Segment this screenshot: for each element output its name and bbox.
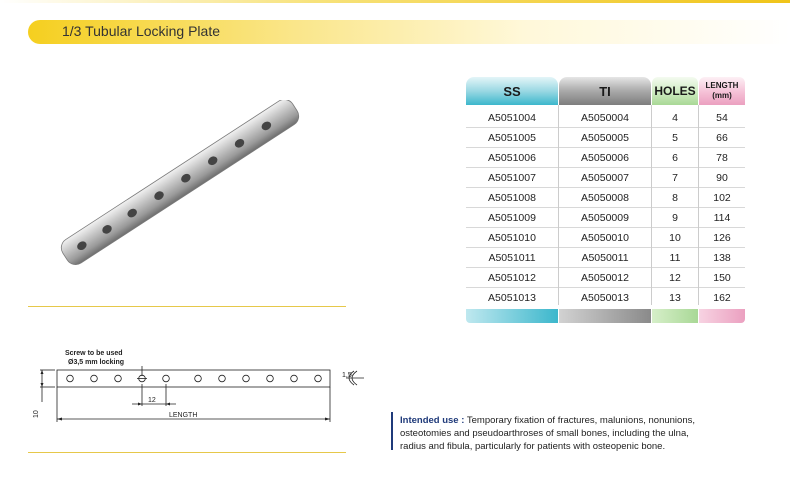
title-bar [28, 20, 790, 44]
length-label: LENGTH [169, 412, 198, 419]
cell-holes: 12 [669, 272, 681, 284]
cell-ti: A5050005 [581, 132, 629, 144]
cell-holes: 10 [669, 232, 681, 244]
hole [67, 375, 74, 382]
hole [243, 375, 250, 382]
cell-ss: A5051006 [488, 152, 536, 164]
cell-holes: 9 [672, 212, 678, 224]
cell-ti: A5050009 [581, 212, 629, 224]
cell-holes: 4 [672, 112, 678, 124]
hole [195, 375, 202, 382]
cell-length: 138 [713, 252, 731, 264]
table-row [466, 148, 745, 168]
cell-ti: A5050013 [581, 292, 629, 304]
hole [115, 375, 122, 382]
footer-length [699, 309, 745, 323]
cell-ss: A5051013 [488, 292, 536, 304]
screw-label-line1: Screw to be used [65, 350, 123, 357]
hole [267, 375, 274, 382]
footer-holes [652, 309, 698, 323]
technical-drawing [28, 340, 368, 435]
cell-length: 114 [713, 212, 731, 224]
cell-ss: A5051009 [488, 212, 536, 224]
intended-use [400, 414, 700, 453]
footer-ss [466, 309, 558, 323]
cell-ti: A5050004 [581, 112, 629, 124]
divider-photo [28, 306, 346, 307]
plate-outline [57, 370, 330, 387]
intended-use-bar [391, 412, 393, 450]
hole [91, 375, 98, 382]
cell-ti: A5050008 [581, 192, 629, 204]
cell-ti: A5050012 [581, 272, 629, 284]
cell-holes: 13 [669, 292, 681, 304]
top-accent-rule [0, 0, 790, 3]
hole [219, 375, 226, 382]
divider-drawing [28, 452, 346, 453]
table-row [466, 168, 745, 188]
header-ti: TI [559, 77, 651, 105]
header-ss: SS [466, 77, 558, 105]
table-row [466, 208, 745, 228]
cell-ss: A5051012 [488, 272, 536, 284]
hole [163, 375, 170, 382]
cell-holes: 6 [672, 152, 678, 164]
cell-holes: 11 [669, 252, 681, 264]
cell-length: 78 [716, 152, 728, 164]
plate-photo [55, 100, 315, 265]
cell-ss: A5051008 [488, 192, 536, 204]
cell-ti: A5050006 [581, 152, 629, 164]
screw-label-line2: Ø3,5 mm locking [68, 359, 125, 366]
thickness-label: 1,5 [342, 372, 352, 379]
cell-ti: A5050007 [581, 172, 629, 184]
table-row [466, 108, 745, 128]
cell-ss: A5051011 [488, 252, 536, 264]
hole [315, 375, 322, 382]
table-row [466, 268, 745, 288]
hole [291, 375, 298, 382]
cell-holes: 5 [672, 132, 678, 144]
cell-ss: A5051004 [488, 112, 536, 124]
intended-use-text: Temporary fixation of fractures, malunions, nonunions, osteotomies and pseudoarthroses of small bones, including the ulna, radius and fibula, particularly for patients with osteopenic bone. [400, 415, 695, 452]
table-row [466, 228, 745, 248]
table-row [466, 288, 745, 308]
cell-ss: A5051010 [488, 232, 536, 244]
cell-ss: A5051007 [488, 172, 536, 184]
width-label: 10 [33, 410, 40, 418]
footer-ti [559, 309, 651, 323]
table-row [466, 248, 745, 268]
header-length [699, 77, 745, 105]
cell-length: 150 [713, 272, 731, 284]
column-divider [651, 105, 652, 305]
pitch-label: 12 [148, 397, 156, 404]
cell-length: 162 [713, 292, 731, 304]
header-length-unit: (mm) [712, 91, 732, 100]
cell-holes: 8 [672, 192, 678, 204]
intended-use-label: Intended use : [400, 415, 465, 426]
table-row [466, 128, 745, 148]
cell-length: 126 [713, 232, 731, 244]
column-divider [558, 105, 559, 305]
header-length-label: LENGTH [705, 81, 739, 90]
header-holes: HOLES [652, 77, 698, 105]
column-divider [698, 105, 699, 305]
cell-ss: A5051005 [488, 132, 536, 144]
page-title: 1/3 Tubular Locking Plate [62, 23, 220, 39]
cell-holes: 7 [672, 172, 678, 184]
cell-length: 102 [713, 192, 731, 204]
cell-length: 90 [716, 172, 728, 184]
cell-ti: A5050010 [581, 232, 629, 244]
cell-ti: A5050011 [581, 252, 629, 264]
table-row [466, 188, 745, 208]
cell-length: 66 [716, 132, 728, 144]
cell-length: 54 [716, 112, 728, 124]
